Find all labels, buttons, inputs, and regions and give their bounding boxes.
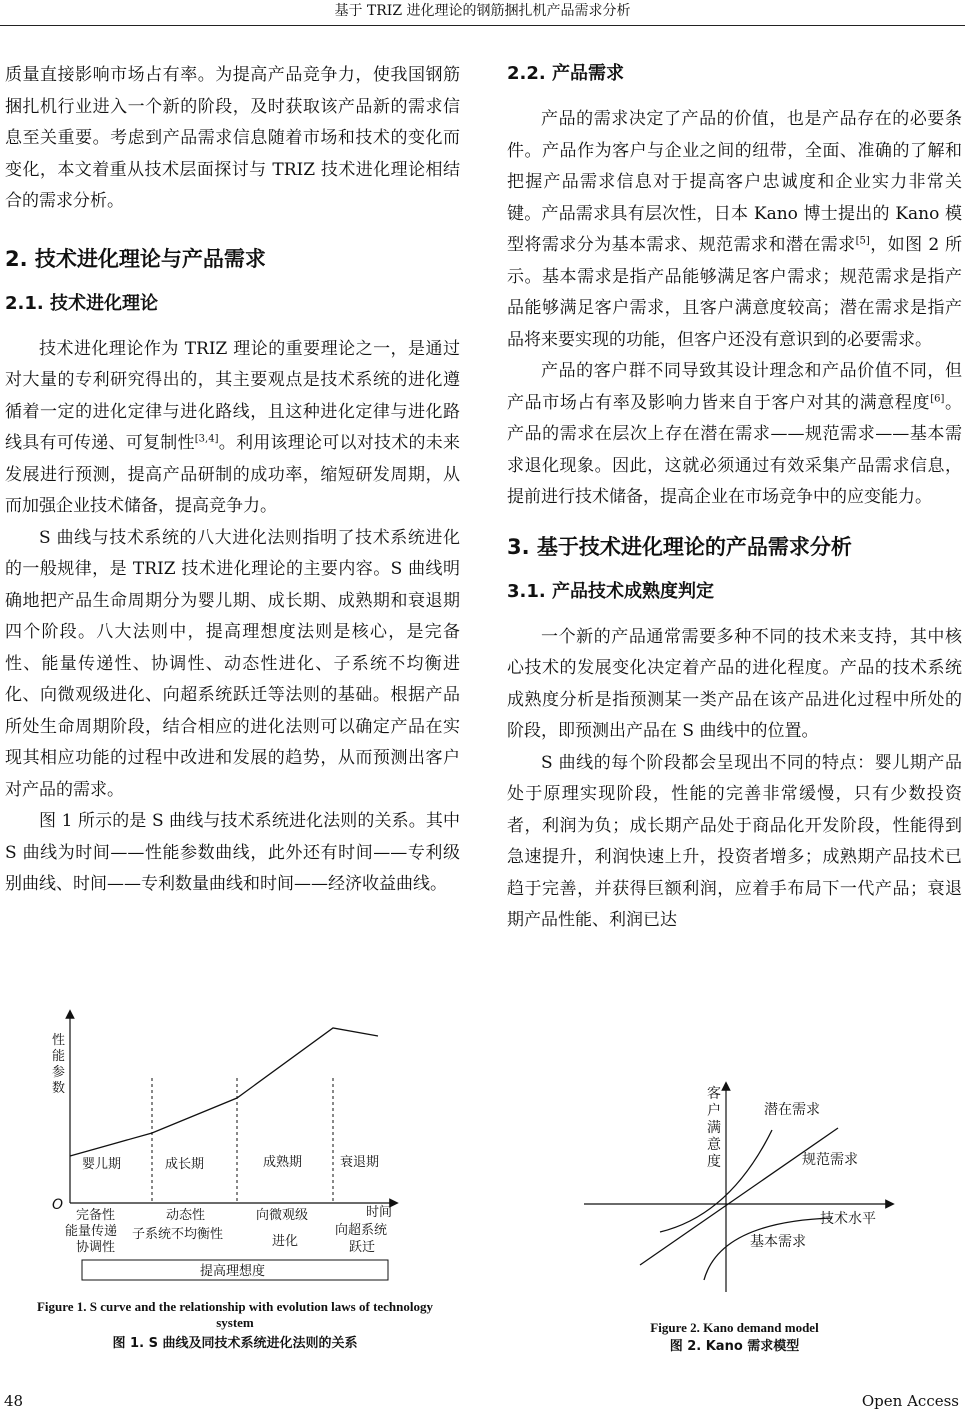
label-normative: 规范需求 bbox=[802, 1152, 858, 1168]
law-micro-level: 向微观级 bbox=[256, 1208, 309, 1223]
figure-1-caption-zh: 图 1. S 曲线及同技术系统进化法则的关系 bbox=[112, 1336, 358, 1351]
header-rule bbox=[0, 25, 965, 26]
s-curve-line bbox=[70, 1028, 378, 1156]
running-header: 基于 TRIZ 进化理论的钢筋捆扎机产品需求分析 bbox=[334, 3, 631, 19]
law-harmony: 协调性 bbox=[76, 1240, 116, 1255]
ideality-label: 提高理想度 bbox=[200, 1264, 266, 1279]
section-2-2-paragraph-2: 产品的客户群不同导致其设计理念和产品价值不同，但产品市场占有率及影响力皆来自于客户对其的满意程度[6]。产品的需求在层次上存在潜在需求——规范需求——基本需求退化现象。因此，这就必须通过有效采集产品需求信息，提前进行技术储备，提高企业在市场竞争中的应变能力。 bbox=[507, 361, 963, 507]
page-number: 48 bbox=[4, 1392, 24, 1410]
publisher-label: Open Access bbox=[861, 1392, 959, 1410]
section-3-heading: 3. 基于技术进化理论的产品需求分析 bbox=[507, 534, 852, 559]
section-2-1-paragraph-3: 图 1 所示的是 S 曲线与技术系统进化法则的关系。其中 S 曲线为时间——性能参数曲线，此外还有时间——专利级别曲线、时间——专利数量曲线和时间——经济收益曲线。 bbox=[5, 811, 460, 894]
figure-2-kano-model bbox=[580, 1080, 900, 1300]
figure-1-caption-en: Figure 1. S curve and the relationship with evolution laws of technology system bbox=[36, 1299, 434, 1330]
svg-text:意: 意 bbox=[707, 1137, 721, 1153]
svg-text:满: 满 bbox=[707, 1120, 721, 1136]
figure-1-y-label: 性 bbox=[52, 1033, 66, 1048]
svg-text:数: 数 bbox=[52, 1081, 66, 1096]
law-subsystem-unevenness: 子系统不均衡性 bbox=[132, 1227, 224, 1242]
svg-text:能: 能 bbox=[52, 1049, 66, 1064]
section-3-1-paragraph-2: S 曲线的每个阶段都会呈现出不同的特点：婴儿期产品处于原理实现阶段，性能的完善非常缓慢，只有少数投资者，利润为负；成长期产品处于商品化开发阶段，性能得到急速提升，利润快速上升，投资者增多；成熟期产品技术已趋于完善，并获得巨额利润，应着手布局下一代产品；衰退期产品性能、利润已达 bbox=[507, 752, 962, 930]
stage-label-decline: 衰退期 bbox=[340, 1155, 380, 1170]
law-micro-level-2: 进化 bbox=[272, 1234, 299, 1249]
section-3-1-heading: 3.1. 产品技术成熟度判定 bbox=[507, 580, 714, 602]
section-2-heading: 2. 技术进化理论与产品需求 bbox=[5, 246, 266, 271]
figure-1-s-curve bbox=[30, 1008, 430, 1288]
intro-paragraph: 质量直接影响市场占有率。为提高产品竞争力，使我国钢筋捆扎机行业进入一个新的阶段，及时获取该产品新的需求信息至关重要。考虑到产品需求信息随着市场和技术的变化而变化，本文着重从技术层面探讨与 TRIZ 技术进化理论相结合的需求分析。 bbox=[5, 65, 460, 211]
stage-label-infancy: 婴儿期 bbox=[82, 1157, 122, 1172]
figure-1-origin: O bbox=[52, 1197, 64, 1213]
section-2-2-paragraph-1: 产品的需求决定了产品的价值，也是产品存在的必要条件。产品作为客户与企业之间的纽带，全面、准确的了解和把握产品需求信息对于提高客户忠诚度和企业实力非常关键。产品需求具有层次性，日本 Kano 博士提出的 Kano 模型将需求分为基本需求、规范需求和潜在需求[5]，如图 2 所示。基本需求是指产品能够满足客户需求；规范需求是指产品能够满足客户需求，且客户满意度较高；潜在需求是指产品将来要实现的功能，但客户还没有意识到的必要需求。 bbox=[507, 109, 963, 350]
law-completeness: 完备性 bbox=[76, 1208, 116, 1223]
section-2-1-paragraph-2: S 曲线与技术系统的八大进化法则指明了技术系统进化的一般规律，是 TRIZ 技术进化理论的主要内容。S 曲线明确地把产品生命周期分为婴儿期、成长期、成熟期和衰退期四个阶段。八大法则中，提高理想度法则是核心，是完备性、能量传递性、协调性、动态性进化、子系统不均衡进化、向微观级进化、向超系统跃迁等法则的基础。根据产品所处生命周期阶段，结合相应的进化法则可以确定产品在实现其相应功能的过程中改进和发展的趋势，从而预测出客户对产品的需求。 bbox=[5, 527, 460, 800]
law-supersystem: 向超系统 bbox=[335, 1223, 388, 1238]
svg-text:度: 度 bbox=[707, 1154, 721, 1170]
figure-1-x-label: 时间 bbox=[366, 1205, 393, 1220]
figure-2-caption-en: Figure 2. Kano demand model bbox=[650, 1320, 819, 1335]
left-column bbox=[5, 60, 460, 901]
label-latent: 潜在需求 bbox=[764, 1102, 820, 1118]
figure-2-caption-zh: 图 2. Kano 需求模型 bbox=[669, 1339, 800, 1354]
citation: [6] bbox=[930, 392, 945, 404]
curve-normative bbox=[640, 1128, 838, 1265]
right-column bbox=[507, 60, 962, 937]
law-supersystem-2: 跃迁 bbox=[349, 1240, 376, 1255]
section-2-1-heading: 2.1. 技术进化理论 bbox=[5, 292, 158, 314]
svg-text:户: 户 bbox=[707, 1103, 721, 1119]
section-3-1-paragraph-1: 一个新的产品通常需要多种不同的技术来支持，其中核心技术的发展变化决定着产品的进化程度。产品的技术系统成熟度分析是指预测某一类产品在该产品进化过程中所处的阶段，即预测出产品在 S 曲线中的位置。 bbox=[507, 626, 962, 741]
law-dynamics: 动态性 bbox=[166, 1208, 206, 1223]
section-2-2-heading: 2.2. 产品需求 bbox=[507, 63, 624, 84]
figure-2-y-label: 客 bbox=[707, 1086, 721, 1102]
section-2-1-paragraph-1: 技术进化理论作为 TRIZ 理论的重要理论之一，是通过对大量的专利研究得出的，其主要观点是技术系统的进化遵循着一定的进化定律与进化路线，且这种进化定律与进化路线具有可传递、可复制性[3,4]。利用该理论可以对技术的未来发展进行预测，提高产品研制的成功率，缩短研发周期，从而加强企业技术储备，提高竞争力。 bbox=[5, 338, 461, 516]
svg-text:参: 参 bbox=[52, 1065, 66, 1080]
law-energy-transfer: 能量传递 bbox=[65, 1224, 118, 1239]
label-basic: 基本需求 bbox=[750, 1234, 806, 1250]
citation: [3,4] bbox=[194, 433, 219, 445]
label-x-axis: 技术水平 bbox=[820, 1211, 876, 1227]
stage-label-growth: 成长期 bbox=[165, 1157, 205, 1172]
stage-label-maturity: 成熟期 bbox=[263, 1155, 303, 1170]
citation: [5] bbox=[855, 235, 870, 247]
